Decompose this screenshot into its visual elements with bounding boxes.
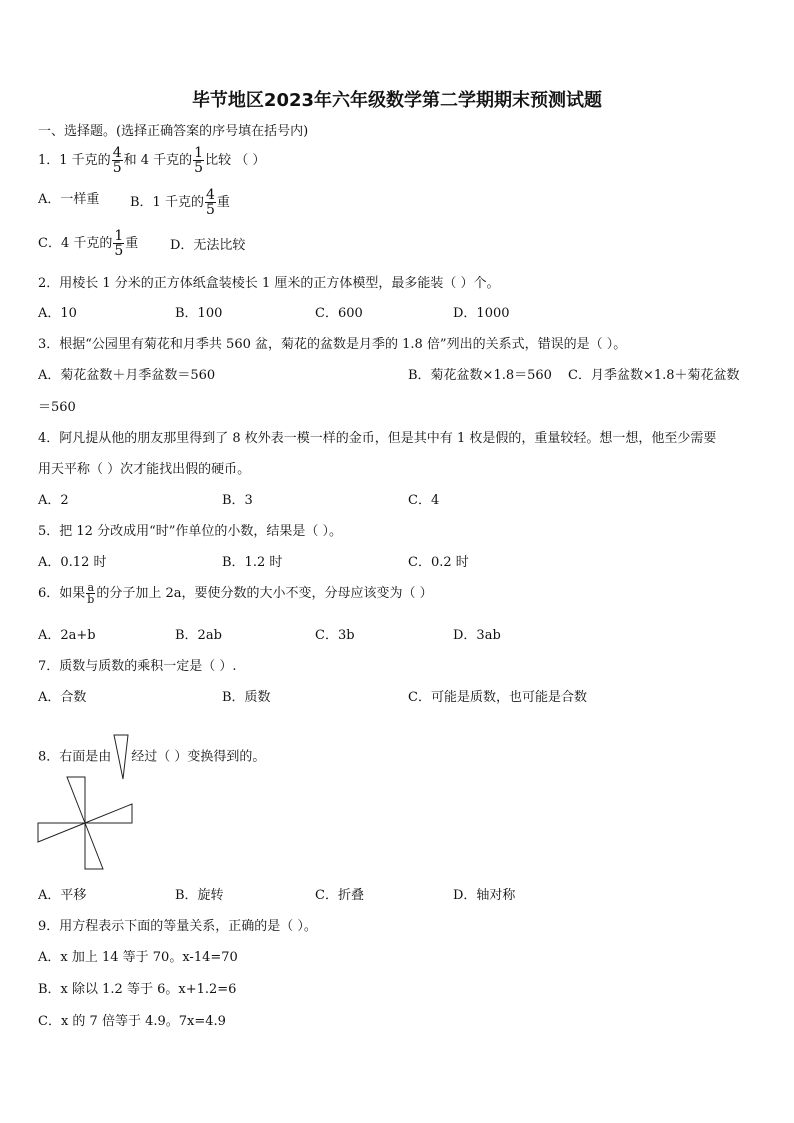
question-7-option-a: A．合数 bbox=[38, 690, 87, 705]
question-2-option-c: C．600 bbox=[315, 306, 363, 321]
question-5-option-c: C．0.2 时 bbox=[408, 555, 469, 570]
fraction: $\frac{1}{5}$ bbox=[194, 145, 204, 176]
question-9-option-c: C．x 的 7 倍等于 4.9。7x=4.9 bbox=[38, 1014, 226, 1029]
question-6-option-a: A．2a+b bbox=[38, 628, 96, 643]
question-5-option-b: B．1.2 时 bbox=[222, 555, 283, 570]
question-8-option-c: C．折叠 bbox=[315, 888, 364, 903]
question-6: 6．如果 $\frac{a}{b}$ 的分子加上 2a，要使分数的大小不变，分母应该变为（ ） bbox=[38, 581, 433, 606]
question-4-option-a: A．2 bbox=[38, 493, 69, 508]
question-2-option-b: B．100 bbox=[175, 306, 223, 321]
question-8-option-d: D．轴对称 bbox=[453, 888, 516, 903]
question-1-option-a: A．一样重 bbox=[38, 192, 100, 207]
triangle-figure-icon bbox=[113, 733, 129, 781]
fraction: $\frac{a}{b}$ bbox=[87, 581, 95, 606]
question-3-option-a: A．菊花盆数＋月季盆数＝560 bbox=[38, 368, 216, 383]
question-7: 7．质数与质数的乘积一定是（ ）. bbox=[38, 659, 237, 674]
pinwheel-blade-left bbox=[38, 823, 85, 842]
question-5: 5．把 12 分改成用“时”作单位的小数，结果是（ ）。 bbox=[38, 524, 343, 539]
fraction: $\frac{4}{5}$ bbox=[205, 187, 215, 218]
question-8: 8．右面是由 经过（ ）变换得到的。 bbox=[38, 733, 265, 781]
question-4-line-2: 用天平称（ ）次才能找出假的硬币。 bbox=[38, 462, 251, 477]
question-7-option-b: B．质数 bbox=[222, 690, 271, 705]
fraction: $\frac{1}{5}$ bbox=[114, 228, 124, 259]
question-4-option-c: C．4 bbox=[408, 493, 440, 508]
question-3: 3．根据“公园里有菊花和月季共 560 盆，菊花的盆数是月季的 1.8 倍”列出的关系式，错误的是（ ）。 bbox=[38, 337, 627, 352]
question-4-line-1: 4．阿凡提从他的朋友那里得到了 8 枚外表一模一样的金币，但是其中有 1 枚是假的，重量较轻。想一想，他至少需要 bbox=[38, 431, 717, 446]
page-title: 毕节地区2023年六年级数学第二学期期末预测试题 bbox=[191, 90, 603, 111]
question-9: 9．用方程表示下面的等量关系，正确的是（ ）。 bbox=[38, 919, 317, 934]
fraction: $\frac{4}{5}$ bbox=[112, 145, 122, 176]
question-8-option-a: A．平移 bbox=[38, 888, 87, 903]
pinwheel-figure bbox=[36, 775, 136, 871]
question-1-option-c: C．4 千克的 $\frac{1}{5}$ 重 bbox=[38, 228, 139, 259]
question-5-option-a: A．0.12 时 bbox=[38, 555, 107, 570]
question-6-option-c: C．3b bbox=[315, 628, 355, 643]
question-2-option-d: D．1000 bbox=[453, 306, 510, 321]
question-7-option-c: C．可能是质数，也可能是合数 bbox=[408, 690, 587, 705]
question-9-option-b: B．x 除以 1.2 等于 6。x+1.2=6 bbox=[38, 982, 237, 997]
question-3-option-c-continued: ＝560 bbox=[38, 400, 76, 415]
pinwheel-blade-right bbox=[85, 804, 132, 823]
question-9-option-a: A．x 加上 14 等于 70。x-14=70 bbox=[38, 950, 238, 965]
section-heading: 一、选择题。(选择正确答案的序号填在括号内) bbox=[38, 124, 309, 139]
question-1-option-b: B．1 千克的 $\frac{4}{5}$ 重 bbox=[130, 187, 230, 218]
pinwheel-blade-bottom bbox=[85, 823, 103, 869]
question-3-option-b: B．菊花盆数×1.8＝560 bbox=[408, 368, 552, 383]
question-6-option-d: D．3ab bbox=[453, 628, 501, 643]
question-6-option-b: B．2ab bbox=[175, 628, 222, 643]
question-3-option-c: C．月季盆数×1.8＋菊花盆数 bbox=[568, 368, 740, 383]
question-1: 1．1 千克的 $\frac{4}{5}$ 和 4 千克的 $\frac{1}{5}$ 比较 （ ） bbox=[38, 145, 266, 176]
question-4-option-b: B．3 bbox=[222, 493, 253, 508]
question-1-option-d: D．无法比较 bbox=[170, 238, 246, 253]
pinwheel-blade-top bbox=[67, 777, 85, 823]
question-8-option-b: B．旋转 bbox=[175, 888, 224, 903]
question-2: 2．用棱长 1 分米的正方体纸盒装棱长 1 厘米的正方体模型，最多能装（ ）个。 bbox=[38, 276, 500, 291]
question-2-option-a: A．10 bbox=[38, 306, 77, 321]
